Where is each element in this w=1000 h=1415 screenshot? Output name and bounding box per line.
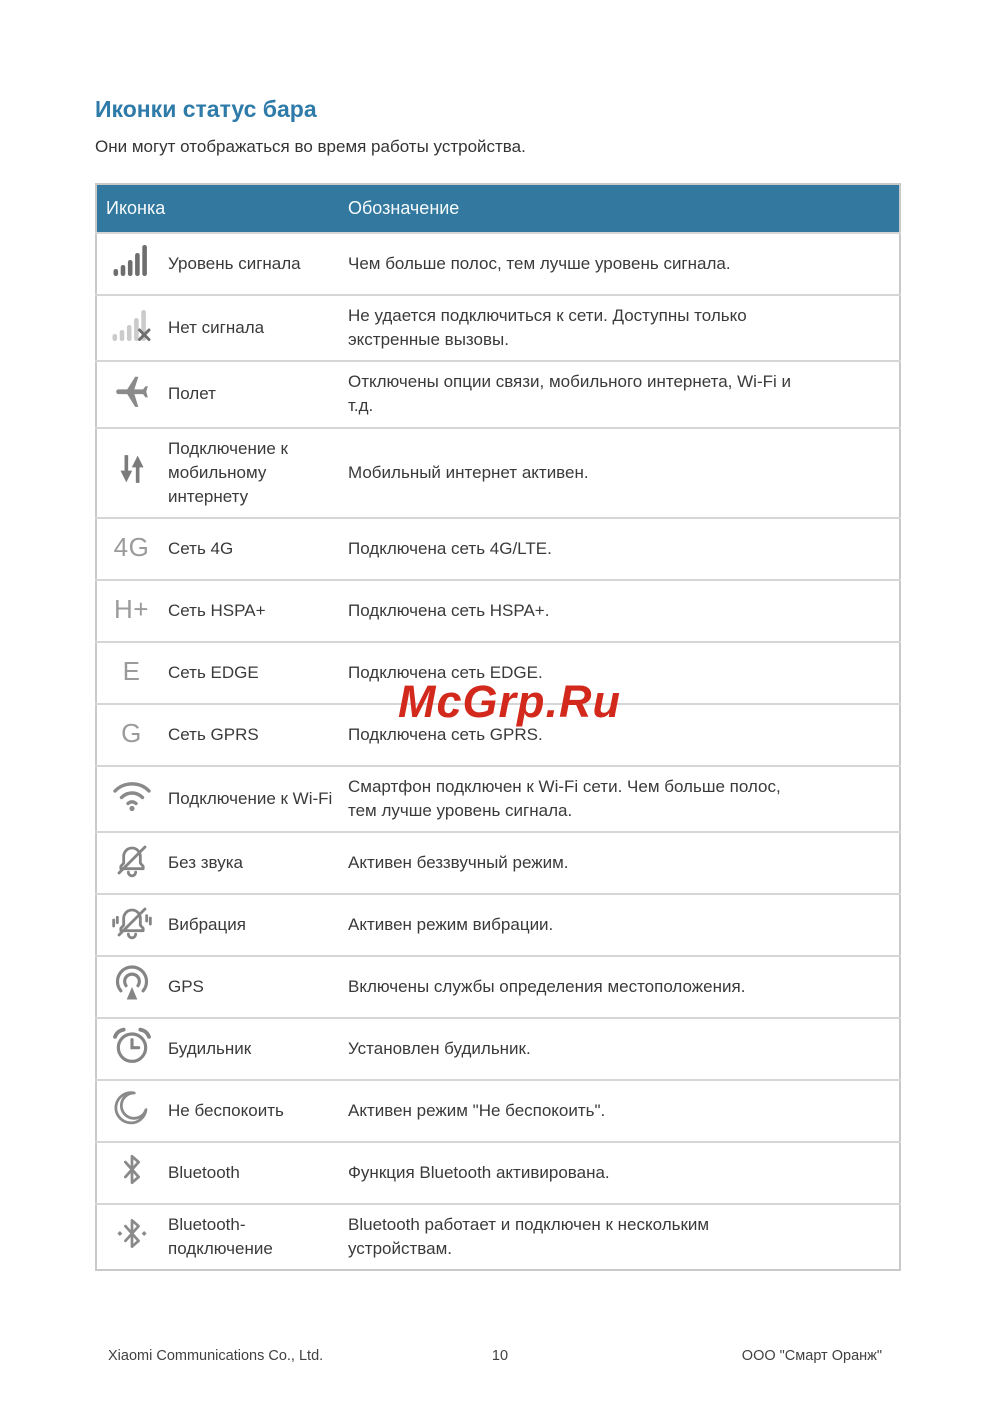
table-row (96, 580, 900, 642)
vibration-icon (112, 902, 152, 942)
icon-cell (96, 1018, 166, 1080)
icon-description-text: Подключена сеть GPRS. (348, 724, 543, 744)
icon-description (344, 428, 900, 518)
do-not-disturb-icon (113, 1089, 150, 1126)
icon-description-text: Чем больше полос, тем лучше уровень сигнала. (348, 253, 731, 273)
icon-description-text: Функция Bluetooth активирована. (348, 1163, 610, 1183)
table-row (96, 428, 900, 518)
icon-cell (96, 361, 166, 427)
icon-name: GPS (166, 956, 344, 1018)
icon-description (344, 1018, 900, 1080)
icon-description (344, 1142, 900, 1204)
table-row (96, 894, 900, 956)
bluetooth-icon (121, 1153, 143, 1186)
icon-description-text: Подключена сеть EDGE. (348, 662, 543, 682)
icon-description-text: Отключены опции связи, мобильного интернета, Wi-Fi и т.д. (348, 372, 791, 416)
mute-icon (112, 840, 152, 880)
icon-name: Сеть 4G (166, 518, 344, 580)
icon-description (344, 832, 900, 894)
icon-name: Вибрация (166, 894, 344, 956)
icon-description (344, 1080, 900, 1142)
icon-name: Уровень сигнала (166, 233, 344, 295)
icon-cell (96, 518, 166, 580)
icon-cell (96, 894, 166, 956)
column-header-icon: Иконка (96, 184, 344, 233)
network-gprs-icon: G (121, 718, 142, 749)
icon-name: Подключение к мобильному интернету (166, 428, 344, 518)
column-header-meaning: Обозначение (344, 184, 900, 233)
icon-cell (96, 956, 166, 1018)
icon-description-text: Не удается подключиться к сети. Доступны только экстренные вызовы. (348, 306, 747, 350)
icon-description-text: Bluetooth работает и подключен к нескольким устройствам. (348, 1215, 710, 1259)
network-edge-icon: E (122, 656, 141, 687)
icon-description (344, 295, 900, 361)
icon-description (344, 1204, 900, 1270)
icon-cell (96, 580, 166, 642)
icon-description-text: Мобильный интернет активен. (348, 462, 589, 482)
icon-cell (96, 295, 166, 361)
icon-description (344, 894, 900, 956)
icon-description-text: Подключена сеть 4G/LTE. (348, 538, 552, 558)
page-subtitle: Они могут отображаться во время работы устройства. (95, 137, 526, 156)
icon-description (344, 518, 900, 580)
signal-strength-icon (113, 244, 151, 276)
icon-description (344, 766, 900, 832)
footer-company: Xiaomi Communications Co., Ltd. (108, 1348, 324, 1364)
icon-name: Будильник (166, 1018, 344, 1080)
network-4g-icon: 4G (113, 532, 150, 563)
airplane-mode-icon (112, 372, 152, 410)
icon-name: Сеть HSPA+ (166, 580, 344, 642)
icon-cell (96, 704, 166, 766)
no-signal-icon (112, 308, 152, 341)
footer-publisher: ООО "Смарт Оранж" (741, 1348, 882, 1364)
icon-cell (96, 832, 166, 894)
table-row (96, 1080, 900, 1142)
icon-description (344, 361, 900, 427)
icon-description-text: Активен беззвучный режим. (348, 853, 569, 873)
icon-name: Сеть EDGE (166, 642, 344, 704)
icon-cell (96, 428, 166, 518)
table-row (96, 361, 900, 427)
icon-cell (96, 233, 166, 295)
icon-description-text: Смартфон подключен к Wi-Fi сети. Чем больше полос, тем лучше уровень сигнала. (348, 776, 781, 820)
table-row (96, 233, 900, 295)
table-row (96, 956, 900, 1018)
icon-description-text: Активен режим вибрации. (348, 915, 554, 935)
icon-cell (96, 1204, 166, 1270)
watermark: McGrp.Ru (398, 676, 622, 727)
icon-description (344, 580, 900, 642)
table-row (96, 1142, 900, 1204)
icon-name: Подключение к Wi-Fi (166, 766, 344, 832)
icon-name: Полет (166, 361, 344, 427)
icon-name: Без звука (166, 832, 344, 894)
mobile-data-icon (119, 453, 145, 485)
table-row (96, 295, 900, 361)
table-row (96, 766, 900, 832)
icon-cell (96, 1142, 166, 1204)
table-row (96, 518, 900, 580)
gps-icon (112, 964, 152, 1004)
icon-cell (96, 1080, 166, 1142)
alarm-icon (112, 1026, 152, 1066)
icon-description-text: Подключена сеть HSPA+. (348, 600, 550, 620)
table-row (96, 1018, 900, 1080)
table-row (96, 832, 900, 894)
icon-name: Bluetooth-подключение (166, 1204, 344, 1270)
icon-description-text: Включены службы определения местоположения. (348, 977, 746, 997)
icon-name: Сеть GPRS (166, 704, 344, 766)
icon-cell (96, 766, 166, 832)
icon-name: Нет сигнала (166, 295, 344, 361)
icon-description-text: Установлен будильник. (348, 1039, 531, 1059)
bluetooth-connected-icon (117, 1217, 147, 1250)
footer-page-number: 10 (491, 1348, 509, 1364)
wifi-icon (112, 779, 152, 812)
network-hspa-icon: H+ (114, 594, 149, 625)
table-row (96, 1204, 900, 1270)
icon-name: Не беспокоить (166, 1080, 344, 1142)
page-title: Иконки статус бара (95, 96, 317, 122)
icon-description (344, 233, 900, 295)
table-header-row (96, 184, 900, 233)
icon-description (344, 956, 900, 1018)
icon-cell (96, 642, 166, 704)
icon-description-text: Активен режим "Не беспокоить". (348, 1101, 606, 1121)
icon-name: Bluetooth (166, 1142, 344, 1204)
